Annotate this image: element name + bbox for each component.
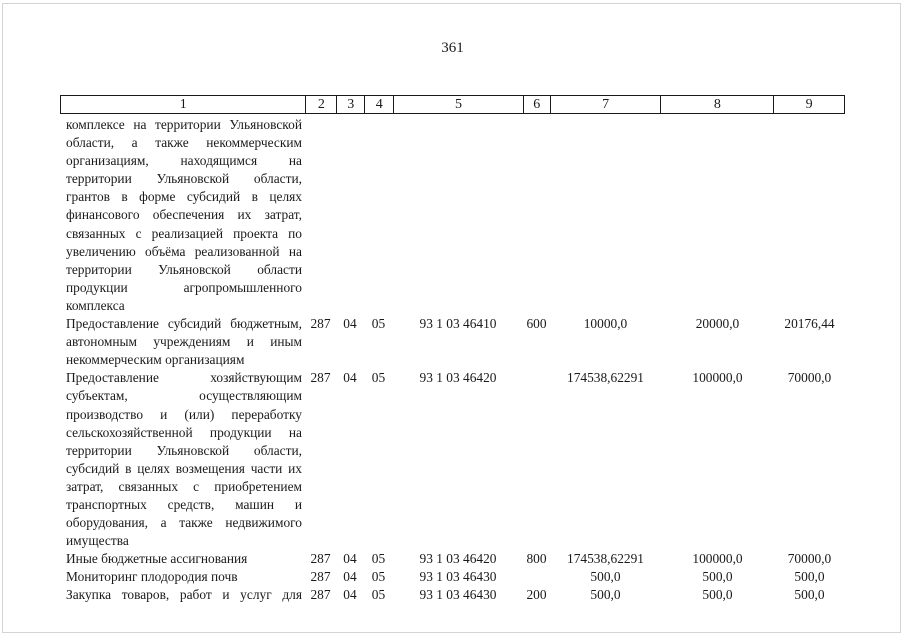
cell-section: 04 bbox=[343, 587, 357, 603]
row-description: Мониторинг плодородия почв bbox=[66, 569, 238, 585]
column-number-8: 8 bbox=[660, 96, 773, 113]
column-number-7: 7 bbox=[550, 96, 661, 113]
cell-target-article: 93 1 03 46430 bbox=[419, 569, 497, 585]
cell-amount-col8: 500,0 bbox=[702, 569, 733, 585]
cell-amount-col7 bbox=[550, 116, 661, 315]
column-number-header bbox=[60, 95, 845, 114]
cell-code: 287 bbox=[310, 551, 331, 567]
cell-expense-type: 600 bbox=[526, 316, 547, 332]
row-description: Предоставление хозяйствующим субъектам, осуществляющим производство и (или) переработку сельскохозяйственной продукции на территории Ульяновской области, субсидий в целях возмещения части их затрат, связанных с приобретением транспортных средств, машин и оборудования, а также недвижимого имущества bbox=[66, 370, 302, 549]
cell-subsection bbox=[364, 116, 393, 315]
table-row bbox=[60, 369, 845, 550]
table-row bbox=[60, 315, 845, 369]
cell-amount-col7: 500,0 bbox=[590, 569, 621, 585]
cell-amount-col8: 100000,0 bbox=[692, 551, 743, 567]
cell-amount-col7: 500,0 bbox=[590, 587, 621, 603]
cell-subsection: 05 bbox=[371, 587, 386, 603]
cell-subsection: 05 bbox=[371, 316, 386, 332]
column-number-5: 5 bbox=[393, 96, 523, 113]
cell-amount-col7: 174538,62291 bbox=[567, 551, 644, 567]
cell-target-article bbox=[393, 116, 523, 315]
cell-amount-col8: 20000,0 bbox=[695, 316, 740, 332]
cell-amount-col7: 174538,62291 bbox=[567, 370, 644, 386]
budget-table-body bbox=[60, 116, 845, 605]
column-number-3: 3 bbox=[336, 96, 364, 113]
cell-amount-col9: 20176,44 bbox=[784, 316, 835, 332]
cell-section bbox=[336, 116, 364, 315]
cell-section: 04 bbox=[343, 316, 357, 332]
cell-amount-col9: 70000,0 bbox=[787, 551, 832, 567]
cell-target-article: 93 1 03 46420 bbox=[419, 551, 497, 567]
cell-amount-col8: 100000,0 bbox=[692, 370, 743, 386]
cell-expense-type bbox=[523, 568, 550, 586]
cell-amount-col9: 500,0 bbox=[794, 587, 825, 603]
table-row bbox=[60, 586, 845, 604]
column-number-9: 9 bbox=[773, 96, 844, 113]
cell-target-article: 93 1 03 46420 bbox=[419, 370, 497, 386]
cell-code: 287 bbox=[310, 370, 331, 386]
row-description: Предоставление субсидий бюджетным, автономным учреждениям и иным некоммерческим организациям bbox=[66, 316, 302, 368]
table-row bbox=[60, 116, 845, 315]
column-number-4: 4 bbox=[364, 96, 393, 113]
cell-section: 04 bbox=[343, 370, 357, 386]
table-row bbox=[60, 568, 845, 586]
cell-expense-type: 800 bbox=[526, 551, 547, 567]
cell-subsection: 05 bbox=[371, 551, 386, 567]
table-row bbox=[60, 550, 845, 568]
cell-code: 287 bbox=[310, 569, 331, 585]
page-number: 361 bbox=[441, 40, 464, 56]
column-number-6: 6 bbox=[523, 96, 550, 113]
row-description: комплексе на территории Ульяновской области, а также некоммерческим организациям, находящимся на территории Ульяновской области, грантов в форме субсидий в целях финансового обеспечения их затрат, связанных с реализацией проекта по увеличению объёма реализованной на территории Ульяновской области продукции агропромышленного комплекса bbox=[66, 117, 302, 313]
row-description: Иные бюджетные ассигнования bbox=[66, 551, 248, 567]
cell-amount-col9: 500,0 bbox=[794, 569, 825, 585]
cell-section: 04 bbox=[343, 551, 357, 567]
cell-target-article: 93 1 03 46410 bbox=[419, 316, 497, 332]
cell-expense-type: 200 bbox=[526, 587, 547, 603]
cell-target-article: 93 1 03 46430 bbox=[419, 587, 497, 603]
cell-code: 287 bbox=[310, 316, 331, 332]
row-description: Закупка товаров, работ и услуг для bbox=[66, 587, 302, 603]
cell-amount-col8: 500,0 bbox=[702, 587, 733, 603]
column-number-1: 1 bbox=[179, 97, 187, 112]
cell-code: 287 bbox=[310, 587, 331, 603]
cell-expense-type bbox=[523, 116, 550, 315]
cell-expense-type bbox=[523, 369, 550, 550]
cell-subsection: 05 bbox=[371, 569, 386, 585]
cell-section: 04 bbox=[343, 569, 357, 585]
cell-amount-col8 bbox=[661, 116, 774, 315]
cell-code bbox=[305, 116, 336, 315]
cell-amount-col9: 70000,0 bbox=[787, 370, 832, 386]
cell-subsection: 05 bbox=[371, 370, 386, 386]
cell-amount-col9 bbox=[774, 116, 845, 315]
column-number-2: 2 bbox=[305, 96, 336, 113]
cell-amount-col7: 10000,0 bbox=[583, 316, 628, 332]
